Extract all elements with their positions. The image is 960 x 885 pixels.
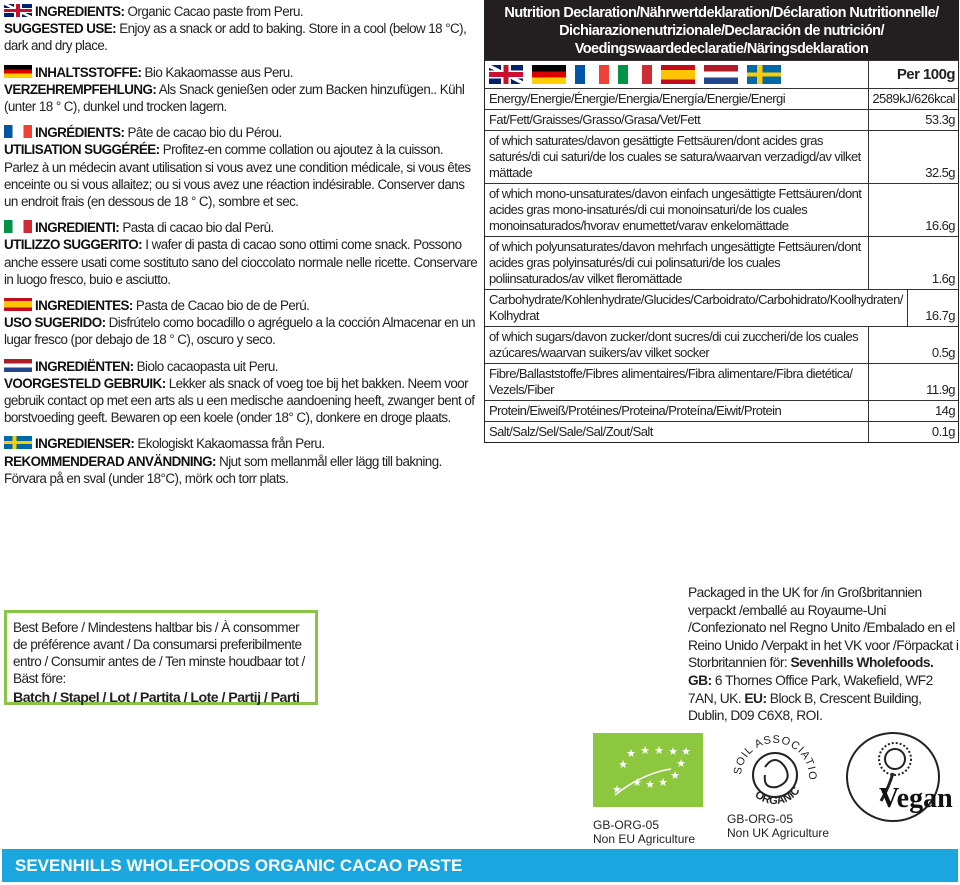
nutrient-value: 16.6g <box>925 218 955 233</box>
section-text: Disfrútelo como bocadillo o agréguelo a la cocción Almacenar en un lugar fresco (por debajo de 18 ° C), oscuro y seco. <box>4 315 476 348</box>
language-block-es <box>4 297 480 349</box>
flag-fr-icon <box>4 125 32 138</box>
nutrient-label: of which mono-unsaturates/davon einfach ungesättigte Fettsäuren/dont acides gras mono-insaturés/di cui monoinsaturi/de los cuales monoinsaturados/hvorav enumettet/varav enkelomättade <box>485 184 869 236</box>
ingredients-line <box>4 358 480 375</box>
flag-es-icon <box>661 65 695 84</box>
ingredients-line <box>4 3 480 20</box>
eu-address: Block B, Crescent Building, Dublin, D09 C6X8, ROI. <box>688 690 922 724</box>
svg-text:★: ★ <box>640 745 650 757</box>
suggested-use-line <box>4 141 480 210</box>
suggested-use-line <box>4 453 480 487</box>
ingredients-line <box>4 64 480 81</box>
nutrient-value: 53.3g <box>925 112 955 127</box>
batch-text: Batch / Stapel / Lot / Partita / Lote / Partij / Parti <box>13 690 300 706</box>
flag-fr-icon <box>575 65 609 84</box>
svg-text:★: ★ <box>632 777 642 789</box>
gb-address: 6 Thornes Office Park, Wakefield, WF2 7AN, UK. <box>688 672 933 706</box>
language-block-de <box>4 64 480 116</box>
section-label: INGRÉDIENTS: <box>35 125 125 141</box>
ingredients-line <box>4 297 480 314</box>
section-text: Enjoy as a snack or add to baking. Store in a cool (below 18 °C), dark and dry place. <box>4 21 467 54</box>
section-text: Njut som mellanmål eller lägg till bakning. Förvara på en sval (under 18°C), mörk och torr plats. <box>4 453 442 486</box>
nutrient-value: 0.5g <box>931 345 955 360</box>
ingredients-column <box>4 3 480 496</box>
nutrient-label: Salt/Salz/Sel/Sale/Sal/Zout/Salt <box>485 422 869 442</box>
best-before-text: Best Before / Mindestens haltbar bis / À consommer de préférence avant / Da consumarsi preferibilmente entro / Consumir antes de / Ten minste houdbaar tot / Bäst före: <box>13 620 305 686</box>
svg-text:SOIL ASSOCIATION: SOIL ASSOCIATIO <box>731 733 819 781</box>
flag-list <box>485 61 869 88</box>
suggested-use-line <box>4 314 480 348</box>
section-label: INGREDIENTES: <box>35 298 133 314</box>
section-label: UTILISATION SUGGÉRÉE: <box>4 142 160 158</box>
section-text: Pasta di cacao bio dal Perù. <box>119 220 274 236</box>
svg-text:★: ★ <box>670 770 680 782</box>
section-label: INHALTSSTOFFE: <box>35 64 142 80</box>
nutrient-label: Fat/Fett/Graisses/Grasso/Grasa/Vet/Fett <box>485 110 869 130</box>
packaged-info <box>688 584 960 725</box>
nutrient-label: of which sugars/davon zucker/dont sucres/di cui zuccheri/de los cuales azúcares/waarvan suikers/av vilket socker <box>485 327 869 363</box>
ingredients-line <box>4 435 480 452</box>
section-text: Profitez-en comme collation ou ajoutez à la cuisson. Parlez à un médecin avant utilisation si vous avez une condition médicale, si vous êtes enceinte ou si vous allaitez; ou si vous avez une réaction indésirable. Conserver dans un endroit frais (en dessous de 18 ° C), sombre et sec. <box>4 142 471 210</box>
nutrient-label: Carbohydrate/Kohlenhydrate/Glucides/Carboidrato/Carbohidrato/Koolhydraten/ Kolhydrat <box>485 290 908 326</box>
nutrient-label: of which saturates/davon gesättigte Fettsäuren/dont acides gras saturés/di cui saturi/de los cuales se satura/waarvan verzadigd/av vilket mättade <box>485 131 869 183</box>
section-label: VERZEHREMPFEHLUNG: <box>4 81 157 97</box>
flag-es-icon <box>4 298 32 311</box>
best-before-box <box>4 610 318 705</box>
nutrient-value: 0.1g <box>931 424 955 439</box>
flag-nl-icon <box>4 359 32 372</box>
packaged-text: Packaged in the UK for /in Großbritannien verpackt /emballé au Royaume-Uni /Confezionato nel Regno Unito /Embalado en el Reino Unido /Verpakt in het VK voor /Förpackat i Storbritannien för: <box>688 585 959 671</box>
section-label: VOORGESTELD GEBRUIK: <box>4 375 166 391</box>
section-text: Ekologiskt Kakaomassa från Peru. <box>134 436 325 452</box>
flag-nl-icon <box>704 65 738 84</box>
nutrient-value: 11.9g <box>926 382 955 397</box>
eu-logo-caption: GB-ORG-05 Non EU Agriculture <box>593 818 696 846</box>
nutrition-table <box>484 0 959 443</box>
nutrient-label: of which polyunsaturates/davon mehrfach ungesättigte Fettsäuren/dont acides gras polyinsaturés/di cui polinsaturi/de los cuales poliinsaturados/av vilket fleromättade <box>485 237 869 289</box>
soil-association-logo <box>729 727 819 824</box>
suggested-use-line <box>4 81 480 115</box>
section-label: INGREDIENTS: <box>35 4 125 19</box>
section-text: Bio Kakaomasse aus Peru. <box>141 64 293 80</box>
flag-it-icon <box>4 220 32 233</box>
svg-text:★: ★ <box>626 748 636 760</box>
nutrient-label: Protein/Eiweiß/Protéines/Proteina/Proteína/Eiwit/Protein <box>485 401 869 421</box>
nutrient-label: Fibre/Ballaststoffe/Fibres alimentaires/Fibra alimentare/Fibra dietética/ Vezels/Fiber <box>485 364 869 400</box>
language-block-fr <box>4 124 480 210</box>
company-name: Sevenhills Wholefoods. <box>790 655 934 671</box>
flag-se-icon <box>747 65 781 84</box>
ingredients-line <box>4 124 480 141</box>
per-100g-header: Per 100g <box>896 65 955 83</box>
nutrient-value: 2589kJ/626kcal <box>872 91 955 106</box>
svg-text:★: ★ <box>612 784 622 796</box>
nutrition-row <box>485 236 958 289</box>
nutrition-row <box>485 289 958 326</box>
section-text: Pâte de cacao bio du Pérou. <box>124 125 282 141</box>
product-title-bar: SEVENHILLS WHOLEFOODS ORGANIC CACAO PASTE <box>2 849 958 882</box>
svg-text:★: ★ <box>658 777 668 789</box>
svg-text:★: ★ <box>654 745 664 757</box>
nutrition-row <box>485 400 958 421</box>
svg-text:ORGANIC: ORGANIC <box>752 784 803 808</box>
nutrition-row <box>485 326 958 363</box>
section-text: Als Snack genießen oder zum Backen hinzufügen.. Kühl (unter 18 ° C), dunkel und trocken lagern. <box>4 81 465 115</box>
flag-uk-icon <box>489 65 523 84</box>
nutrient-value: 14g <box>934 403 955 418</box>
nutrient-value: 16.7g <box>925 308 955 323</box>
nutrition-row <box>485 130 958 183</box>
language-block-se <box>4 435 480 487</box>
section-text: Biolo cacaopasta uit Peru. <box>133 358 278 374</box>
language-block-it <box>4 219 480 288</box>
section-label: INGREDIENTI: <box>35 220 120 236</box>
ingredients-line <box>4 219 480 236</box>
soil-logo-caption: GB-ORG-05 Non UK Agriculture <box>727 812 830 840</box>
nutrient-value: 1.6g <box>931 271 955 286</box>
svg-text:★: ★ <box>618 759 628 771</box>
nutrition-row <box>485 88 958 109</box>
flags-row <box>485 60 958 88</box>
vegan-logo <box>839 731 959 830</box>
flag-se-icon <box>4 436 32 449</box>
svg-text:★: ★ <box>668 746 678 758</box>
section-text: I wafer di pasta di cacao sono ottimi come snack. Possono anche essere usati come sostituto sano del cioccolato normale nelle ricette. Conservare in luogo fresco, buio e asciutto. <box>4 237 478 287</box>
nutrition-row <box>485 421 958 442</box>
language-block-nl <box>4 358 480 427</box>
section-text: Organic Cacao paste from Peru. <box>124 4 304 19</box>
flag-it-icon <box>618 65 652 84</box>
nutrition-row <box>485 183 958 236</box>
suggested-use-line <box>4 20 480 54</box>
svg-text:Vegan: Vegan <box>879 783 953 814</box>
flag-uk-icon <box>4 4 32 17</box>
eu-label: EU: <box>741 690 767 706</box>
language-block-uk <box>4 3 480 55</box>
section-label: INGREDIENSER: <box>35 436 135 452</box>
svg-text:★: ★ <box>676 758 686 770</box>
suggested-use-line <box>4 375 480 427</box>
eu-organic-logo <box>593 733 703 807</box>
section-label: SUGGESTED USE: <box>4 21 117 37</box>
section-text: Lekker als snack of voeg toe bij het bakken. Neem voor gebruik contact op met een arts als u een medische aandoening heeft, zwanger bent of borstvoeding geeft. Bewaren op een koele (onder 18° C), donkere en droge plaats. <box>4 375 475 426</box>
section-label: USO SUGERIDO: <box>4 315 106 331</box>
svg-text:★: ★ <box>645 779 655 791</box>
section-label: INGREDIËNTEN: <box>35 358 134 374</box>
flag-de-icon <box>4 65 32 78</box>
nutrient-label: Energy/Energie/Énergie/Energia/Energía/Energie/Energi <box>485 89 869 109</box>
svg-text:★: ★ <box>681 746 691 758</box>
section-label: REKOMMENDERAD ANVÄNDNING: <box>4 453 216 469</box>
suggested-use-line <box>4 236 480 288</box>
nutrition-row <box>485 363 958 400</box>
nutrient-value: 32.5g <box>925 165 955 180</box>
nutrition-title: Nutrition Declaration/Nährwertdeklaration/Déclaration Nutritionnelle/ Dichiarazionenutrizionale/Declaración de nutrición/ Voedingswaardedeclaratie/Näringsdeklaration <box>485 1 958 60</box>
section-label: UTILIZZO SUGGERITO: <box>4 237 143 253</box>
section-text: Pasta de Cacao bio de de Perú. <box>132 298 310 314</box>
nutrition-row <box>485 109 958 130</box>
gb-label: GB: <box>688 672 712 688</box>
flag-de-icon <box>532 65 566 84</box>
